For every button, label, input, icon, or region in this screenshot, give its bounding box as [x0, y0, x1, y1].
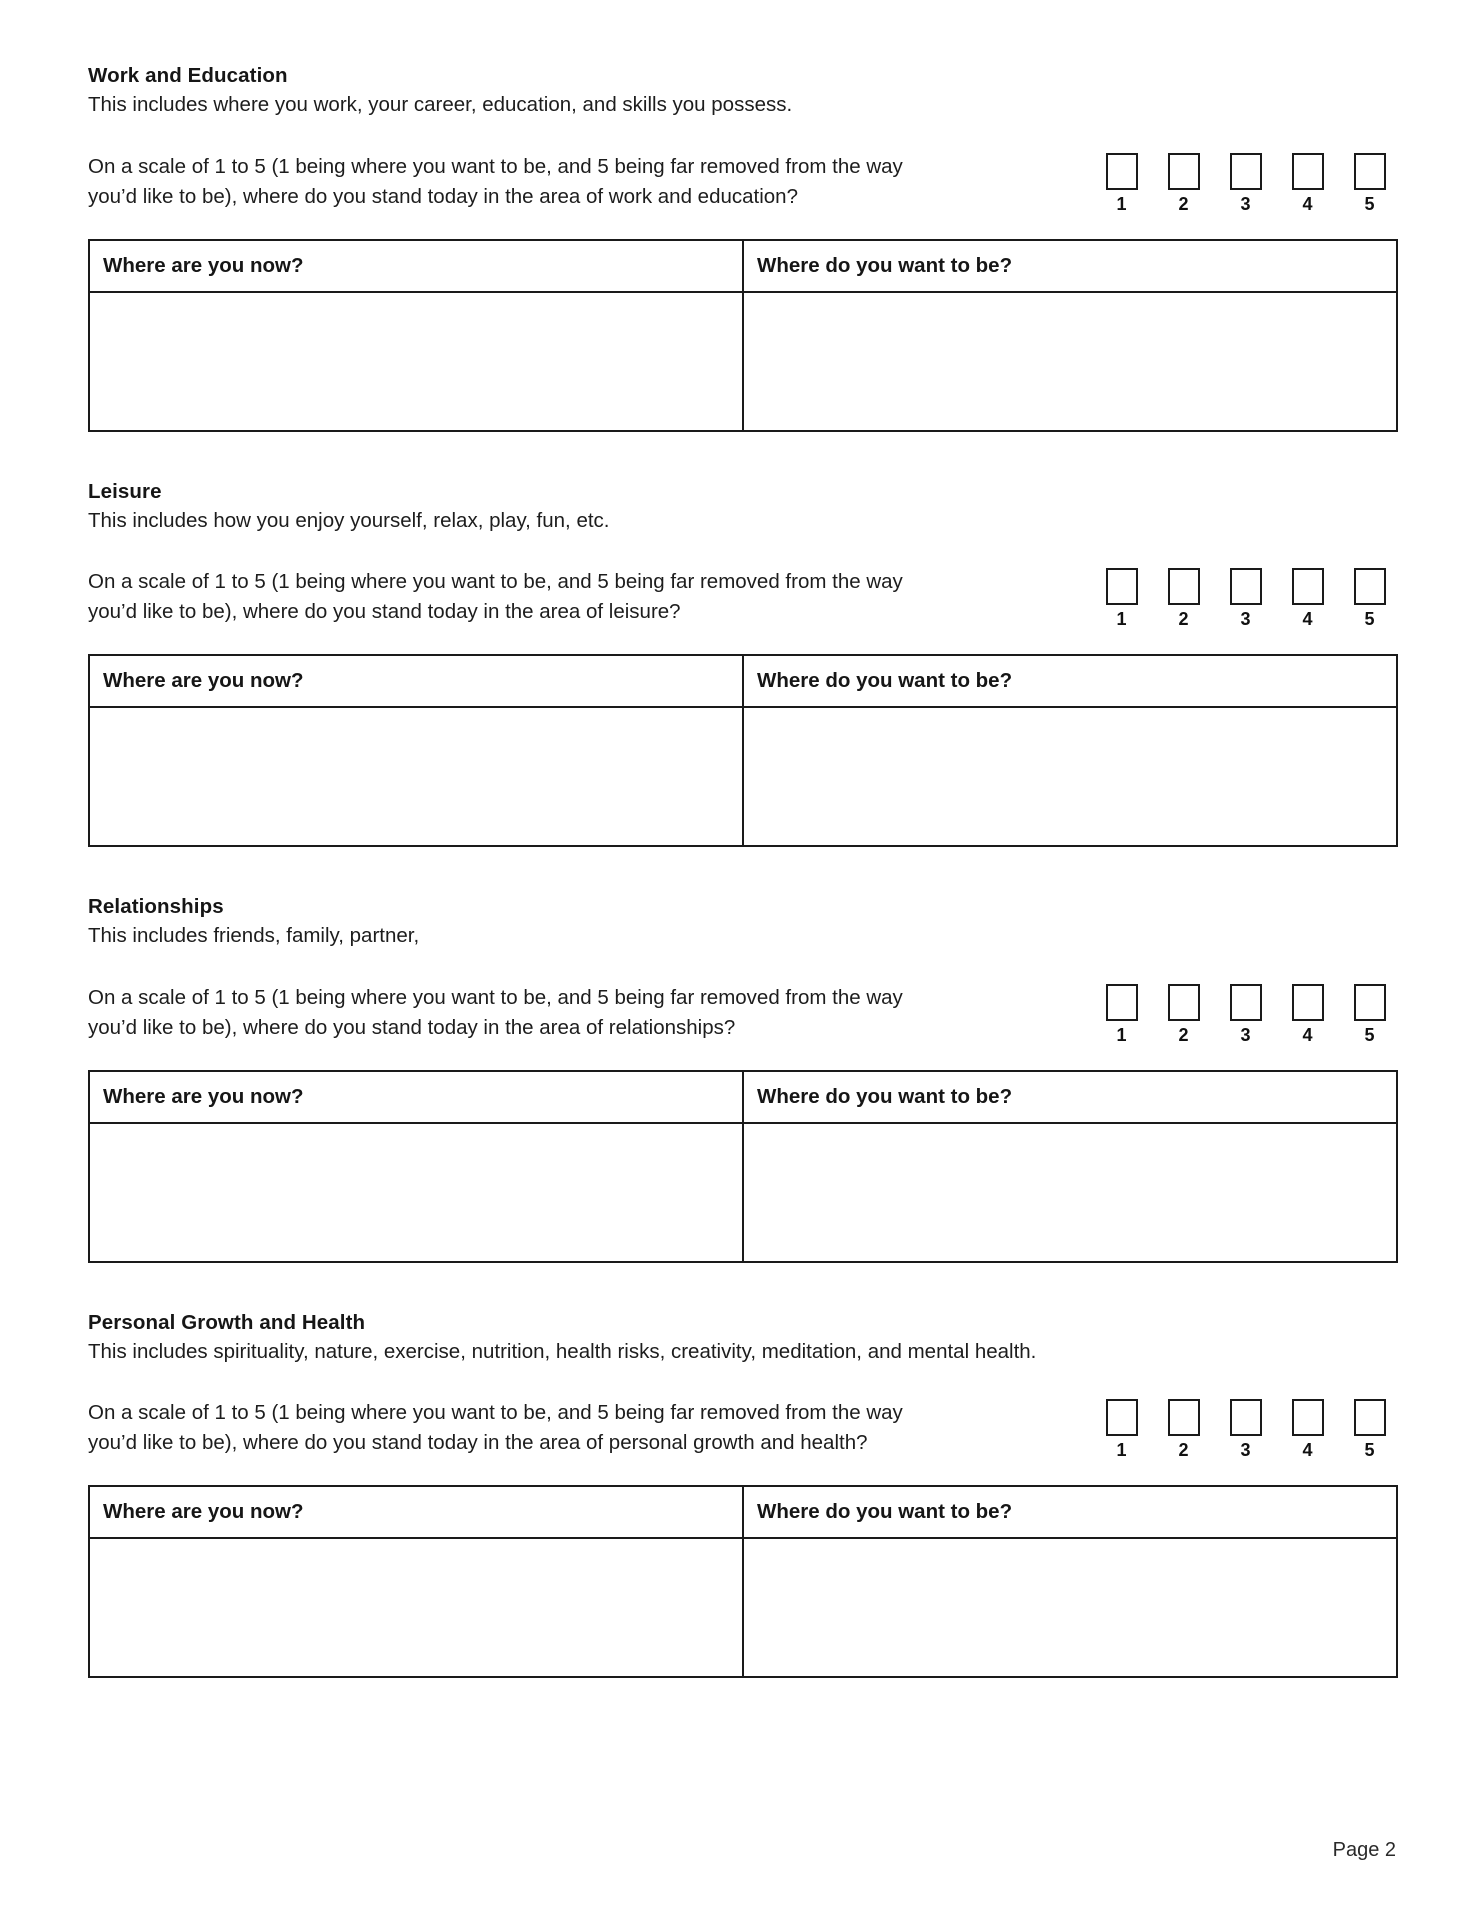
scale-checkbox-group	[1099, 983, 1392, 1044]
answer-table	[88, 654, 1398, 847]
table-header-row	[89, 240, 1397, 292]
scale-label-5: 5	[1364, 193, 1375, 214]
checkbox-3[interactable]	[1230, 1399, 1262, 1436]
checkbox-3[interactable]	[1230, 984, 1262, 1021]
header-where-are-you-now: Where are you now?	[89, 1071, 743, 1123]
checkbox-1[interactable]	[1106, 568, 1138, 605]
checkbox-5[interactable]	[1354, 1399, 1386, 1436]
scale-question-line-2: you’d like to be), where do you stand today in the area of relationships?	[88, 1015, 736, 1039]
scale-question-line-1: On a scale of 1 to 5 (1 being where you want to be, and 5 being far removed from the way	[88, 1401, 903, 1425]
scale-checkbox-group	[1099, 567, 1392, 628]
scale-option-3[interactable]	[1223, 1399, 1268, 1459]
section-description: This includes where you work, your career, education, and skills you possess.	[88, 93, 793, 117]
scale-option-4[interactable]	[1285, 1399, 1330, 1459]
scale-option-3[interactable]	[1223, 568, 1268, 628]
table-answer-row	[89, 1123, 1397, 1262]
answer-table	[88, 1485, 1398, 1678]
table-answer-row	[89, 707, 1397, 846]
answer-field-want[interactable]	[743, 292, 1397, 431]
section-heading: Work and Education	[88, 64, 288, 87]
scale-question	[88, 1398, 903, 1459]
scale-row	[88, 983, 1396, 1044]
checkbox-4[interactable]	[1292, 984, 1324, 1021]
answer-field-now[interactable]	[89, 1538, 743, 1677]
answer-field-want[interactable]	[743, 707, 1397, 846]
header-where-do-you-want-to-be: Where do you want to be?	[743, 240, 1397, 292]
checkbox-4[interactable]	[1292, 568, 1324, 605]
checkbox-5[interactable]	[1354, 568, 1386, 605]
scale-option-4[interactable]	[1285, 153, 1330, 213]
scale-option-1[interactable]	[1099, 568, 1144, 628]
section-relationships	[88, 893, 1396, 1263]
scale-label-4: 4	[1302, 609, 1313, 630]
scale-label-2: 2	[1178, 1440, 1189, 1461]
section-heading: Relationships	[88, 895, 224, 919]
scale-label-5: 5	[1364, 1440, 1375, 1461]
header-where-do-you-want-to-be: Where do you want to be?	[743, 1486, 1397, 1538]
answer-field-want[interactable]	[743, 1538, 1397, 1677]
answer-field-now[interactable]	[89, 292, 743, 431]
section-heading: Leisure	[88, 479, 162, 503]
checkbox-1[interactable]	[1106, 1399, 1138, 1436]
scale-option-3[interactable]	[1223, 984, 1268, 1044]
table-header-row	[89, 655, 1397, 707]
scale-label-3: 3	[1240, 193, 1251, 214]
scale-question-line-1: On a scale of 1 to 5 (1 being where you want to be, and 5 being far removed from the way	[88, 570, 903, 594]
page-footer: Page 2	[1332, 1839, 1396, 1861]
scale-label-5: 5	[1364, 609, 1375, 630]
scale-checkbox-group	[1099, 1398, 1392, 1459]
scale-option-2[interactable]	[1161, 153, 1206, 213]
scale-label-3: 3	[1240, 1024, 1251, 1045]
checkbox-5[interactable]	[1354, 984, 1386, 1021]
answer-field-now[interactable]	[89, 707, 743, 846]
scale-question	[88, 983, 903, 1044]
scale-label-2: 2	[1178, 193, 1189, 214]
scale-label-3: 3	[1240, 1440, 1251, 1461]
table-answer-row	[89, 1538, 1397, 1677]
section-description: This includes how you enjoy yourself, relax, play, fun, etc.	[88, 508, 610, 532]
checkbox-3[interactable]	[1230, 153, 1262, 190]
section-description: This includes friends, family, partner,	[88, 924, 420, 948]
scale-label-4: 4	[1302, 193, 1313, 214]
header-where-are-you-now: Where are you now?	[89, 655, 743, 707]
header-where-do-you-want-to-be: Where do you want to be?	[743, 655, 1397, 707]
scale-option-5[interactable]	[1347, 984, 1392, 1044]
scale-label-2: 2	[1178, 609, 1189, 630]
scale-option-1[interactable]	[1099, 984, 1144, 1044]
scale-label-3: 3	[1240, 609, 1251, 630]
scale-option-5[interactable]	[1347, 568, 1392, 628]
section-personal-growth-and-health	[88, 1309, 1396, 1679]
section-spacer	[88, 1263, 1396, 1309]
scale-option-1[interactable]	[1099, 1399, 1144, 1459]
answer-field-now[interactable]	[89, 1123, 743, 1262]
scale-question-line-1: On a scale of 1 to 5 (1 being where you want to be, and 5 being far removed from the way	[88, 985, 903, 1009]
section-heading: Personal Growth and Health	[88, 1310, 366, 1334]
section-spacer	[88, 847, 1396, 893]
scale-option-4[interactable]	[1285, 984, 1330, 1044]
scale-option-2[interactable]	[1161, 1399, 1206, 1459]
section-leisure	[88, 478, 1396, 848]
scale-label-5: 5	[1364, 1024, 1375, 1045]
answer-table	[88, 1070, 1398, 1263]
scale-question-line-2: you’d like to be), where do you stand today in the area of work and education?	[88, 184, 798, 208]
section-description: This includes spirituality, nature, exercise, nutrition, health risks, creativity, meditation, and mental health.	[88, 1339, 1037, 1363]
scale-option-2[interactable]	[1161, 984, 1206, 1044]
table-header-row	[89, 1486, 1397, 1538]
table-header-row	[89, 1071, 1397, 1123]
scale-label-1: 1	[1116, 193, 1127, 214]
scale-question	[88, 567, 903, 628]
scale-label-1: 1	[1116, 609, 1127, 630]
scale-option-2[interactable]	[1161, 568, 1206, 628]
checkbox-1[interactable]	[1106, 984, 1138, 1021]
scale-label-2: 2	[1178, 1024, 1189, 1045]
scale-row	[88, 567, 1396, 628]
scale-row	[88, 152, 1396, 213]
checkbox-3[interactable]	[1230, 568, 1262, 605]
checkbox-1[interactable]	[1106, 153, 1138, 190]
scale-checkbox-group	[1099, 152, 1392, 213]
header-where-are-you-now: Where are you now?	[89, 240, 743, 292]
checkbox-4[interactable]	[1292, 1399, 1324, 1436]
section-spacer	[88, 432, 1396, 478]
scale-option-4[interactable]	[1285, 568, 1330, 628]
checkbox-4[interactable]	[1292, 153, 1324, 190]
table-answer-row	[89, 292, 1397, 431]
checkbox-5[interactable]	[1354, 153, 1386, 190]
scale-question	[88, 152, 903, 213]
header-where-are-you-now: Where are you now?	[89, 1486, 743, 1538]
checkbox-2[interactable]	[1168, 568, 1200, 605]
checkbox-2[interactable]	[1168, 984, 1200, 1021]
scale-option-3[interactable]	[1223, 153, 1268, 213]
scale-label-4: 4	[1302, 1024, 1313, 1045]
checkbox-2[interactable]	[1168, 1399, 1200, 1436]
section-work-and-education	[88, 62, 1396, 432]
scale-question-line-2: you’d like to be), where do you stand today in the area of leisure?	[88, 600, 681, 624]
scale-row	[88, 1398, 1396, 1459]
scale-option-1[interactable]	[1099, 153, 1144, 213]
header-where-do-you-want-to-be: Where do you want to be?	[743, 1071, 1397, 1123]
scale-question-line-2: you’d like to be), where do you stand today in the area of personal growth and health?	[88, 1431, 868, 1455]
scale-label-4: 4	[1302, 1440, 1313, 1461]
scale-question-line-1: On a scale of 1 to 5 (1 being where you want to be, and 5 being far removed from the way	[88, 154, 903, 178]
scale-label-1: 1	[1116, 1440, 1127, 1461]
answer-table	[88, 239, 1398, 432]
scale-label-1: 1	[1116, 1024, 1127, 1045]
checkbox-2[interactable]	[1168, 153, 1200, 190]
answer-field-want[interactable]	[743, 1123, 1397, 1262]
scale-option-5[interactable]	[1347, 1399, 1392, 1459]
scale-option-5[interactable]	[1347, 153, 1392, 213]
